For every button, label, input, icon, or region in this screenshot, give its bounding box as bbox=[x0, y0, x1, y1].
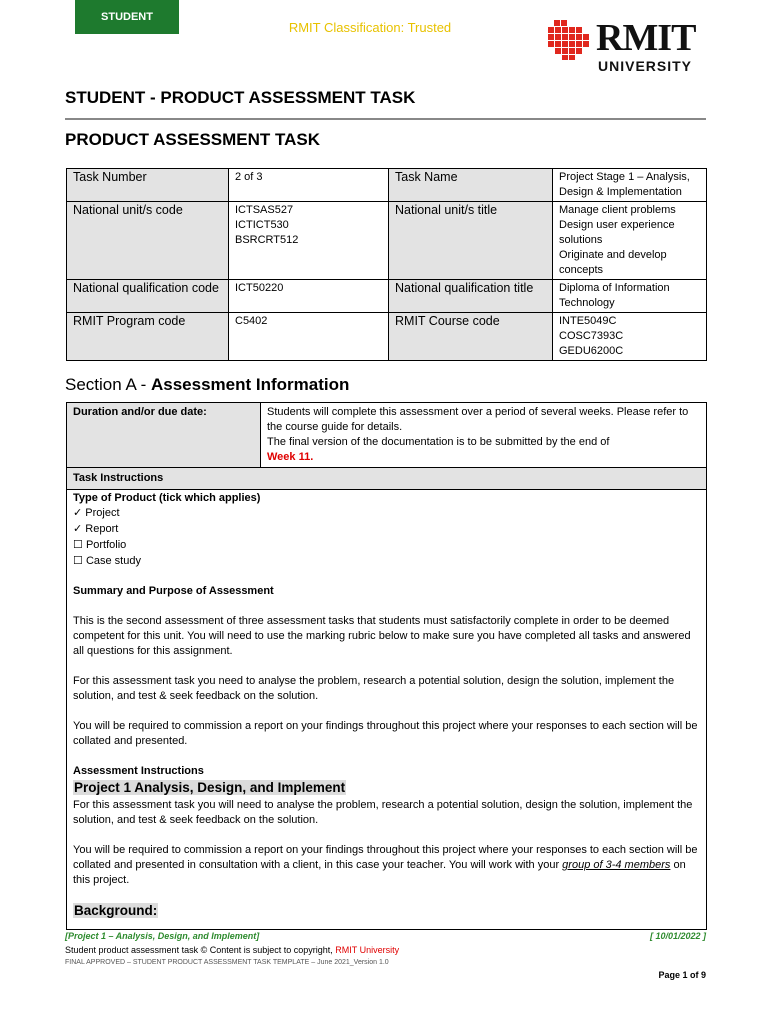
final-text: The final version of the documentation is to be submitted by the end of Week 11. bbox=[267, 436, 610, 463]
table-row bbox=[67, 280, 707, 313]
value-line: 2 of 3 bbox=[235, 171, 263, 183]
duration-text: Students will complete this assessment over a period of several weeks. Please refer to the course guide for details. bbox=[267, 406, 689, 433]
label-cell: National qualification code bbox=[67, 280, 229, 313]
label-cell: Task Name bbox=[389, 169, 553, 202]
value-line: C5402 bbox=[235, 315, 268, 327]
value-line: Manage client problems bbox=[559, 204, 676, 216]
value-line: INTE5049C bbox=[559, 315, 617, 327]
value-cell bbox=[553, 202, 707, 280]
value-line: ICTSAS527 bbox=[235, 204, 294, 216]
value-cell bbox=[229, 280, 389, 313]
logo-wordmark: RMIT bbox=[596, 17, 696, 59]
value-cell bbox=[553, 313, 707, 361]
task-instructions-heading: Task Instructions bbox=[67, 468, 707, 490]
task-info-table bbox=[66, 168, 707, 361]
rmit-pixel-logo-icon bbox=[548, 20, 594, 60]
label-cell: RMIT Course code bbox=[389, 313, 553, 361]
table-row bbox=[67, 490, 707, 930]
value-line: ICTICT530 bbox=[235, 219, 289, 231]
label-cell: National qualification title bbox=[389, 280, 553, 313]
checkbox-icon: ☐ bbox=[73, 555, 83, 567]
value-line: solutions bbox=[559, 234, 603, 246]
value-line: Design user experience bbox=[559, 219, 675, 231]
assessment-info-table bbox=[66, 402, 707, 930]
background-heading-line bbox=[73, 902, 700, 921]
project-heading-line bbox=[73, 779, 700, 798]
instructions-heading: Assessment Instructions bbox=[73, 765, 204, 777]
background-heading: Background: bbox=[74, 903, 158, 918]
instructions-paragraph: You will be required to commission a report on your findings throughout this project where your responses to each section will be collated and presented in consultation with a client, in this case your teacher. You will work with your group of 3-4 members on this project. bbox=[73, 844, 698, 886]
classification-label: RMIT Classification: Trusted bbox=[288, 20, 452, 35]
duration-label: Duration and/or due date: bbox=[67, 403, 261, 468]
duration-value bbox=[261, 403, 707, 468]
footer-template-version: FINAL APPROVED – STUDENT PRODUCT ASSESSMENT TASK TEMPLATE – June 2021_Version 1.0 bbox=[65, 959, 389, 966]
table-row bbox=[67, 202, 707, 280]
footer-project-label: [Project 1 – Analysis, Design, and Implement] bbox=[65, 931, 260, 941]
product-type-item: ☐ Case study bbox=[73, 555, 141, 567]
summary-paragraph: You will be required to commission a report on your findings throughout this project where your responses to each section will be collated and presented. bbox=[73, 720, 698, 747]
rmit-logo bbox=[548, 18, 708, 78]
type-heading: Type of Product (tick which applies) bbox=[73, 492, 261, 504]
value-line: GEDU6200C bbox=[559, 345, 624, 357]
checkbox-icon: ☐ bbox=[73, 539, 83, 551]
copyright-owner: RMIT University bbox=[335, 945, 400, 955]
project-heading: Project 1 Analysis, Design, and Implement bbox=[74, 780, 346, 795]
table-row bbox=[67, 169, 707, 202]
value-cell bbox=[229, 202, 389, 280]
label-cell: RMIT Program code bbox=[67, 313, 229, 361]
group-size: group of 3-4 members bbox=[562, 859, 671, 871]
title-divider bbox=[65, 118, 706, 120]
document-subtitle: PRODUCT ASSESSMENT TASK bbox=[65, 130, 321, 149]
section-prefix: Section A - bbox=[65, 375, 151, 394]
label-cell: National unit/s title bbox=[389, 202, 553, 280]
checkbox-icon: ✓ bbox=[73, 523, 83, 535]
value-line: Design & Implementation bbox=[559, 186, 682, 198]
product-type-item: ✓ Report bbox=[73, 523, 119, 535]
value-line: Originate and develop bbox=[559, 249, 667, 261]
table-row bbox=[67, 403, 707, 468]
document-title: STUDENT - PRODUCT ASSESSMENT TASK bbox=[65, 88, 416, 107]
section-a-heading bbox=[65, 375, 349, 395]
footer-copyright: Student product assessment task © Content is subject to copyright, RMIT University bbox=[65, 945, 400, 955]
value-line: concepts bbox=[559, 264, 604, 276]
value-cell bbox=[553, 169, 707, 202]
checkbox-icon: ✓ bbox=[73, 507, 83, 519]
value-line: Technology bbox=[559, 297, 615, 309]
value-line: BSRCRT512 bbox=[235, 234, 299, 246]
instructions-body bbox=[67, 490, 707, 930]
label-cell: Task Number bbox=[67, 169, 229, 202]
footer-date: [ 10/01/2022 ] bbox=[649, 931, 706, 941]
section-title: Assessment Information bbox=[151, 375, 350, 394]
value-line: ICT50220 bbox=[235, 282, 284, 294]
summary-paragraph: This is the second assessment of three assessment tasks that students must satisfactorily complete in order to be deemed competent for this unit. You will need to use the marking rubric below to make sure you have completed all tasks and answered all questions for this assignment. bbox=[73, 615, 691, 657]
instructions-paragraph: For this assessment task you will need to analyse the problem, research a potential solution, design the solution, implement the solution, and test & seek feedback on the solution. bbox=[73, 799, 693, 826]
value-line: COSC7393C bbox=[559, 330, 624, 342]
label-cell: National unit/s code bbox=[67, 202, 229, 280]
table-row bbox=[67, 313, 707, 361]
logo-university: UNIVERSITY bbox=[598, 58, 693, 74]
product-type-item: ☐ Portfolio bbox=[73, 539, 127, 551]
value-line: Diploma of Information bbox=[559, 282, 670, 294]
page-number: Page 1 of 9 bbox=[658, 970, 706, 980]
student-tag: STUDENT bbox=[75, 0, 179, 34]
product-type-item: ✓ Project bbox=[73, 507, 120, 519]
summary-paragraph: For this assessment task you need to analyse the problem, research a potential solution, design the solution, implement the solution, and test & seek feedback on the solution. bbox=[73, 675, 675, 702]
value-cell bbox=[553, 280, 707, 313]
value-cell bbox=[229, 169, 389, 202]
table-row bbox=[67, 468, 707, 490]
value-cell bbox=[229, 313, 389, 361]
due-week: Week 11. bbox=[267, 451, 314, 463]
summary-heading: Summary and Purpose of Assessment bbox=[73, 585, 274, 597]
value-line: Project Stage 1 – Analysis, bbox=[559, 171, 690, 183]
